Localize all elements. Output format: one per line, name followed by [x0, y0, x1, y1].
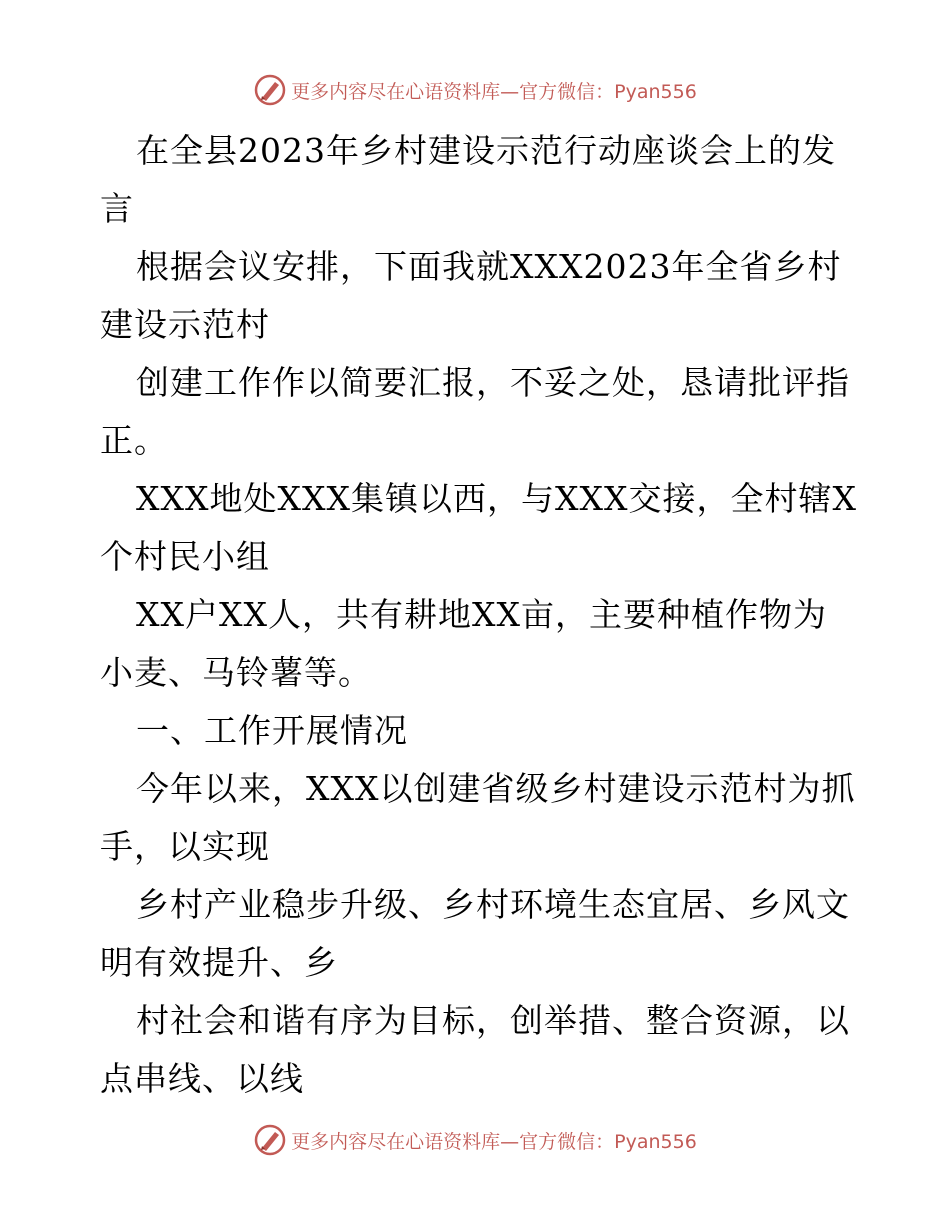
- watermark-label: 更多内容尽在心语资料库—官方微信：Pyan556: [291, 1130, 697, 1153]
- section-heading: 一、工作开展情况: [136, 711, 408, 750]
- watermark-label: 更多内容尽在心语资料库—官方微信：Pyan556: [291, 80, 697, 103]
- paragraph: 根据会议安排，下面我就XXX2023年全省乡村建设示范村: [100, 247, 842, 344]
- paragraph: 乡村产业稳步升级、乡村环境生态宜居、乡风文明有效提升、乡: [100, 885, 850, 982]
- paragraph: 今年以来，XXX以创建省级乡村建设示范村为抓手，以实现: [100, 769, 856, 866]
- pen-logo-icon: [253, 73, 287, 107]
- header-watermark: [0, 70, 950, 110]
- document-body: [100, 122, 860, 1108]
- paragraph: 创建工作作以简要汇报，不妥之处，恳请批评指正。: [100, 363, 850, 460]
- paragraph-title: 在全县2023年乡村建设示范行动座谈会上的发言: [100, 131, 836, 228]
- paragraph: XXX地处XXX集镇以西，与XXX交接，全村辖X个村民小组: [100, 479, 857, 576]
- paragraph: 村社会和谐有序为目标，创举措、整合资源，以点串线、以线: [100, 1001, 850, 1098]
- pen-logo-icon: [253, 1123, 287, 1157]
- footer-watermark: [0, 1120, 950, 1160]
- paragraph: XX户XX人，共有耕地XX亩，主要种植作物为小麦、马铃薯等。: [100, 595, 827, 692]
